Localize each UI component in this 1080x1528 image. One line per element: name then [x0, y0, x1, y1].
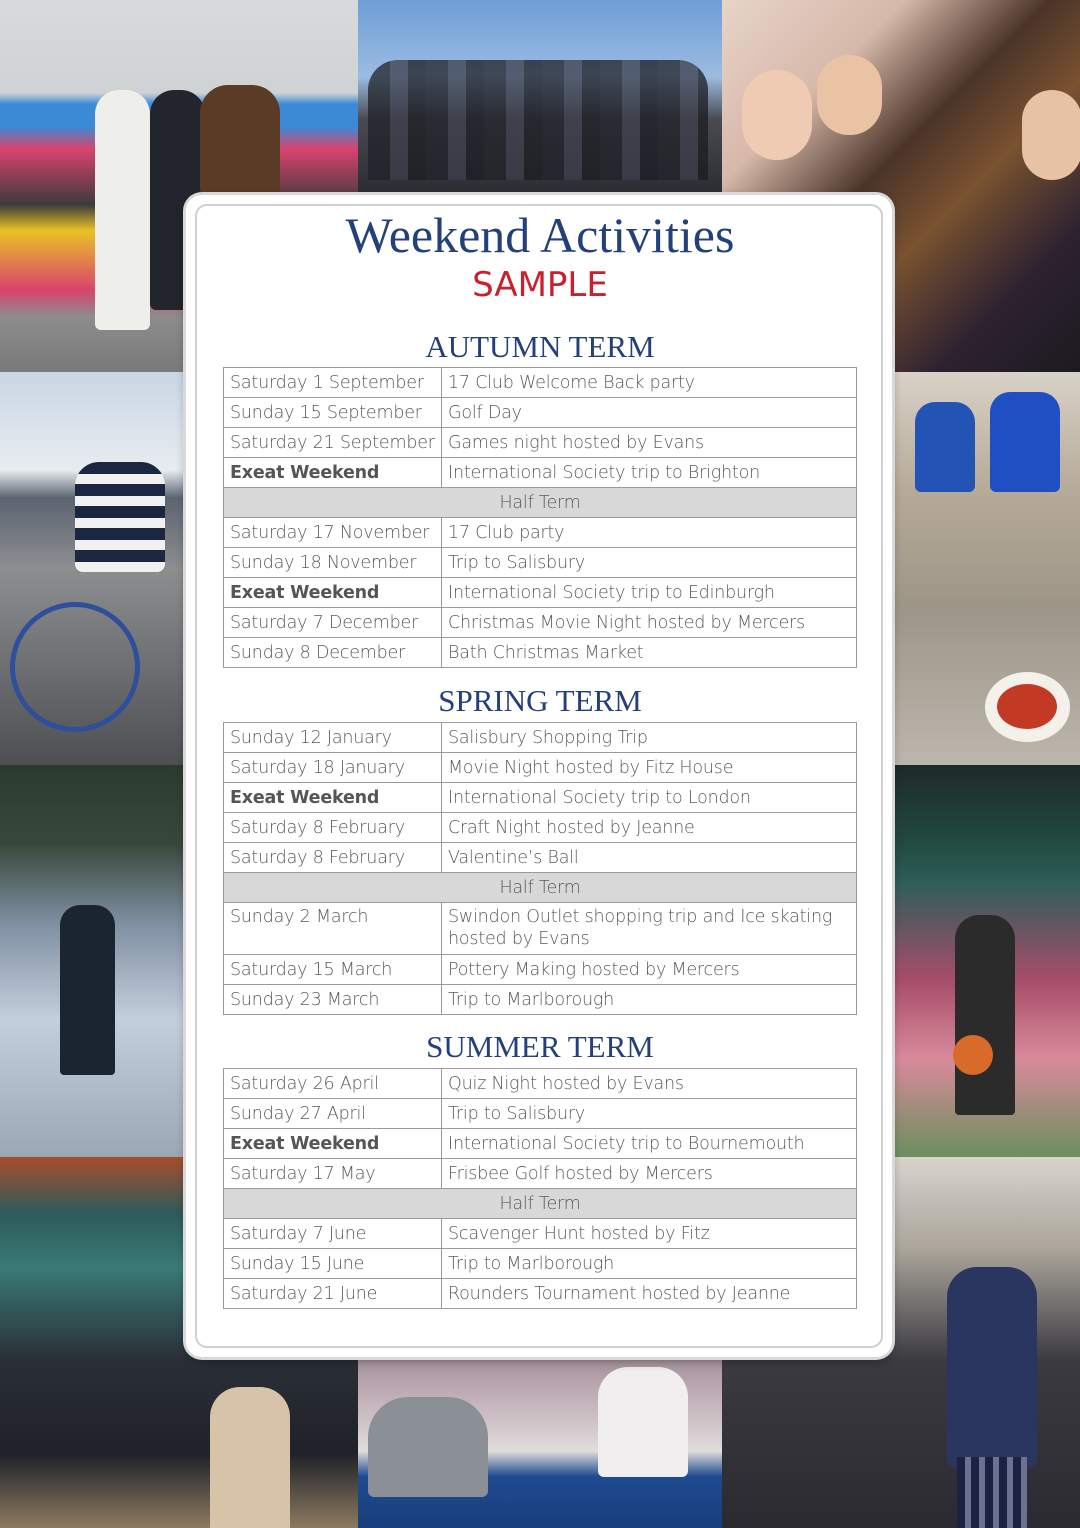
half-term-label: Half Term: [224, 873, 857, 903]
spring-term-heading: SPRING TERM: [438, 683, 642, 718]
date-cell: Sunday 18 November: [224, 548, 442, 578]
activity-cell: Pottery Making hosted by Mercers: [442, 955, 857, 985]
date-cell: Sunday 15 June: [224, 1249, 442, 1279]
table-row: [224, 1159, 857, 1189]
date-cell: Saturday 8 February: [224, 813, 442, 843]
summer-term-table: [223, 1068, 857, 1309]
date-cell: Saturday 18 January: [224, 753, 442, 783]
table-row: [224, 783, 857, 813]
date-cell: Saturday 7 December: [224, 608, 442, 638]
date-cell: Saturday 1 September: [224, 368, 442, 398]
table-row: [224, 458, 857, 488]
table-row: [224, 723, 857, 753]
date-cell: Saturday 21 September: [224, 428, 442, 458]
date-cell: Sunday 23 March: [224, 985, 442, 1015]
table-row: [224, 428, 857, 458]
table-row: [224, 1129, 857, 1159]
table-row: [224, 368, 857, 398]
exeat-weekend-cell: Exeat Weekend: [224, 1129, 442, 1159]
date-cell: Saturday 8 February: [224, 843, 442, 873]
activity-cell: Rounders Tournament hosted by Jeanne: [442, 1279, 857, 1309]
exeat-weekend-cell: Exeat Weekend: [224, 783, 442, 813]
activity-cell: Valentine’s Ball: [442, 843, 857, 873]
table-row: [224, 985, 857, 1015]
table-row: [224, 398, 857, 428]
activity-cell: Frisbee Golf hosted by Mercers: [442, 1159, 857, 1189]
table-row: [224, 1279, 857, 1309]
autumn-term-table: [223, 367, 857, 668]
exeat-weekend-cell: Exeat Weekend: [224, 458, 442, 488]
activity-cell: Salisbury Shopping Trip: [442, 723, 857, 753]
date-cell: Sunday 2 March: [224, 903, 442, 955]
table-row: [224, 955, 857, 985]
activity-cell: Golf Day: [442, 398, 857, 428]
activity-cell: International Society trip to London: [442, 783, 857, 813]
exeat-weekend-cell: Exeat Weekend: [224, 578, 442, 608]
activity-cell: Movie Night hosted by Fitz House: [442, 753, 857, 783]
table-row: [224, 1069, 857, 1099]
half-term-row: [224, 1189, 857, 1219]
activity-cell: Trip to Salisbury: [442, 1099, 857, 1129]
date-cell: Saturday 26 April: [224, 1069, 442, 1099]
activity-cell: International Society trip to Edinburgh: [442, 578, 857, 608]
date-cell: Sunday 12 January: [224, 723, 442, 753]
table-row: [224, 608, 857, 638]
table-row: [224, 903, 857, 955]
photo-group-on-rocks: [358, 0, 722, 192]
half-term-row: [224, 873, 857, 903]
activity-cell: Trip to Marlborough: [442, 1249, 857, 1279]
table-row: [224, 518, 857, 548]
date-cell: Sunday 15 September: [224, 398, 442, 428]
date-cell: Sunday 8 December: [224, 638, 442, 668]
table-row: [224, 813, 857, 843]
photo-ice-skating: [0, 765, 186, 1157]
activity-cell: Games night hosted by Evans: [442, 428, 857, 458]
half-term-row: [224, 488, 857, 518]
activity-cell: Swindon Outlet shopping trip and Ice skating hosted by Evans: [442, 903, 857, 955]
activity-cell: Trip to Marlborough: [442, 985, 857, 1015]
half-term-label: Half Term: [224, 1189, 857, 1219]
table-row: [224, 578, 857, 608]
activity-cell: Bath Christmas Market: [442, 638, 857, 668]
activity-cell: 17 Club party: [442, 518, 857, 548]
table-row: [224, 753, 857, 783]
table-row: [224, 1099, 857, 1129]
table-row: [224, 1219, 857, 1249]
half-term-label: Half Term: [224, 488, 857, 518]
summer-term-heading: SUMMER TERM: [426, 1029, 654, 1064]
activity-cell: Quiz Night hosted by Evans: [442, 1069, 857, 1099]
activity-cell: 17 Club Welcome Back party: [442, 368, 857, 398]
date-cell: Saturday 17 November: [224, 518, 442, 548]
page-title: Weekend Activities: [345, 207, 735, 263]
table-row: [224, 638, 857, 668]
activity-cell: Trip to Salisbury: [442, 548, 857, 578]
photo-bowling: [895, 765, 1080, 1157]
sample-label: SAMPLE: [472, 265, 608, 305]
table-row: [224, 1249, 857, 1279]
date-cell: Saturday 7 June: [224, 1219, 442, 1249]
activity-cell: International Society trip to Bournemouth: [442, 1129, 857, 1159]
autumn-term-heading: AUTUMN TERM: [425, 329, 655, 364]
spring-term-table: [223, 722, 857, 1015]
date-cell: Saturday 17 May: [224, 1159, 442, 1189]
date-cell: Saturday 21 June: [224, 1279, 442, 1309]
table-row: [224, 548, 857, 578]
photo-pool-table: [358, 1357, 722, 1528]
activity-cell: Christmas Movie Night hosted by Mercers: [442, 608, 857, 638]
table-row: [224, 843, 857, 873]
date-cell: Saturday 15 March: [224, 955, 442, 985]
activity-cell: Craft Night hosted by Jeanne: [442, 813, 857, 843]
activity-cell: Scavenger Hunt hosted by Fitz: [442, 1219, 857, 1249]
activity-cell: International Society trip to Brighton: [442, 458, 857, 488]
date-cell: Sunday 27 April: [224, 1099, 442, 1129]
